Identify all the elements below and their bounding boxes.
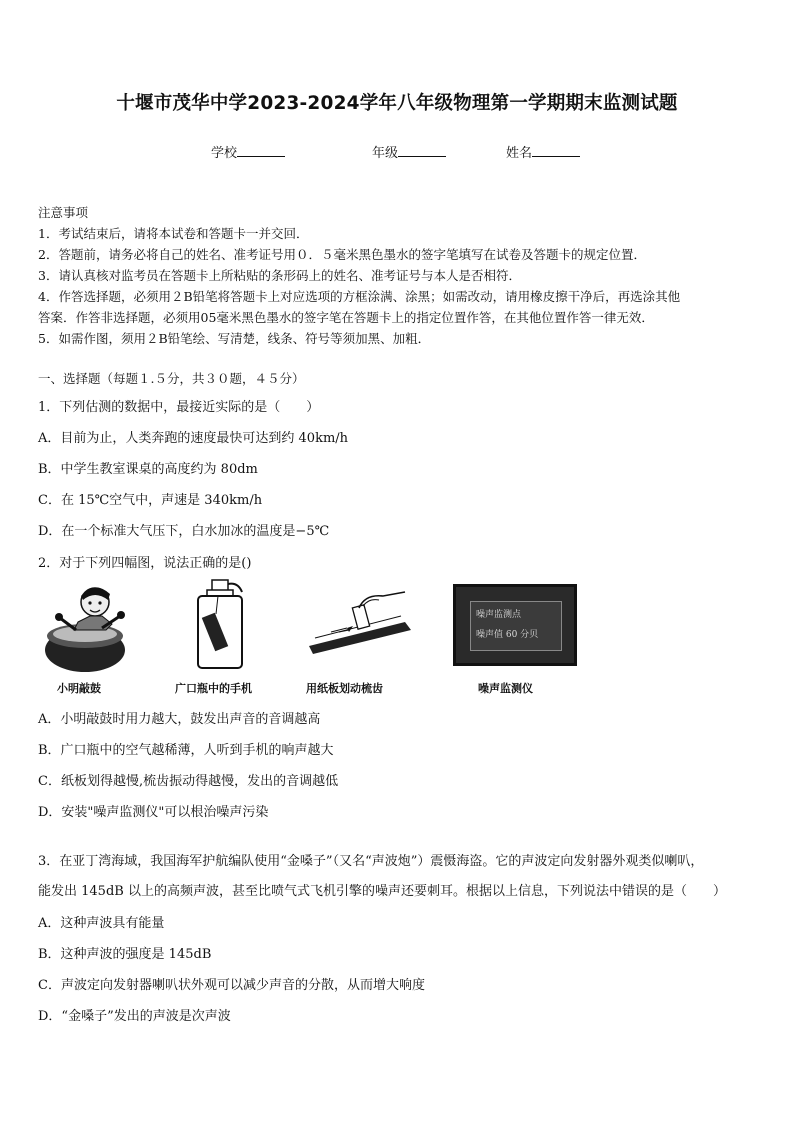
note-item: 3．请认真核对监考员在答题卡上所粘贴的条形码上的姓名、准考证号与本人是否相符． xyxy=(38,268,521,283)
monitor-text-line-1: 噪声监测点 xyxy=(476,610,522,620)
page-title: 十堰市茂华中学2023-2024学年八年级物理第一学期期末监测试题 xyxy=(116,93,678,114)
grade-blank xyxy=(398,145,446,157)
question-3-option-c: C．声波定向发射器喇叭状外观可以减少声音的分散，从而增大响度 xyxy=(38,978,425,993)
question-1-option-d: D．在一个标准大气压下，白水加冰的温度是−5℃ xyxy=(38,524,330,539)
note-item: 1．考试结束后，请将本试卷和答题卡一并交回． xyxy=(38,226,309,241)
question-3-stem-line-2: 能发出 145dB 以上的高频声波，甚至比喷气式飞机引擎的噪声还要刺耳。根据以上信息，下列说法中错误的是（ ） xyxy=(38,884,726,899)
school-blank xyxy=(237,145,285,157)
question-2-option-d: D．安装"噪声监测仪"可以根治噪声污染 xyxy=(38,805,269,820)
name-field xyxy=(506,142,580,161)
question-3-stem-line-1: 3．在亚丁湾海域，我国海军护航编队使用“金嗓子”（又名“声波炮”）震慑海盗。它的声波定向发射器外观类似喇叭， xyxy=(38,854,704,869)
name-label: 姓名 xyxy=(506,146,533,161)
question-1-stem: 1．下列估测的数据中，最接近实际的是（ ） xyxy=(38,400,320,415)
question-1-option-c: C．在 15℃空气中，声速是 340km/h xyxy=(38,493,263,508)
question-3-option-a: A．这种声波具有能量 xyxy=(38,916,165,931)
question-1-option-a: A．目前为止，人类奔跑的速度最快可达到约 40km/h xyxy=(38,431,349,446)
school-field xyxy=(211,142,285,161)
question-2-option-a: A．小明敲鼓时用力越大，鼓发出声音的音调越高 xyxy=(38,712,321,727)
question-2-stem: 2．对于下列四幅图，说法正确的是() xyxy=(38,556,252,571)
note-item: 4．作答选择题，必须用２B铅笔将答题卡上对应选项的方框涂满、涂黑；如需改动，请用橡皮擦干净后，再选涂其他 xyxy=(38,289,681,304)
notes-heading: 注意事项 xyxy=(38,205,89,220)
comb-card-illustration xyxy=(305,588,417,658)
figure-caption-3: 用纸板划动梳齿 xyxy=(306,682,383,695)
noise-monitor-illustration xyxy=(453,584,577,666)
grade-label: 年级 xyxy=(372,146,399,161)
grade-field xyxy=(372,142,446,161)
monitor-text-line-2: 噪声值 60 分贝 xyxy=(476,630,539,640)
question-3-option-d: D．“金嗓子”发出的声波是次声波 xyxy=(38,1009,231,1024)
question-2-option-b: B．广口瓶中的空气越稀薄，人听到手机的响声越大 xyxy=(38,743,334,758)
school-label: 学校 xyxy=(211,146,238,161)
figure-caption-2: 广口瓶中的手机 xyxy=(175,682,252,695)
question-3-option-b: B．这种声波的强度是 145dB xyxy=(38,947,212,962)
figure-caption-1: 小明敲鼓 xyxy=(57,682,101,695)
note-item: 答案．作答非选择题，必须用05毫米黑色墨水的签字笔在答题卡上的指定位置作答，在其他位置作答一律无效． xyxy=(38,310,654,325)
drum-boy-illustration xyxy=(40,578,140,676)
note-item: 2．答题前，请务必将自己的姓名、准考证号用０．５毫米黑色墨水的签字笔填写在试卷及答题卡的规定位置． xyxy=(38,247,646,262)
figure-caption-4: 噪声监测仪 xyxy=(478,682,533,695)
name-blank xyxy=(532,145,580,157)
question-2-option-c: C．纸板划得越慢,梳齿振动得越慢，发出的音调越低 xyxy=(38,774,339,789)
question-1-option-b: B．中学生教室课桌的高度约为 80dm xyxy=(38,462,258,477)
note-item: 5．如需作图，须用２B铅笔绘、写清楚，线条、符号等须加黑、加粗． xyxy=(38,331,431,346)
section-heading: 一、选择题（每题１.５分，共３０题，４５分） xyxy=(38,371,305,386)
jar-phone-illustration xyxy=(190,578,250,674)
